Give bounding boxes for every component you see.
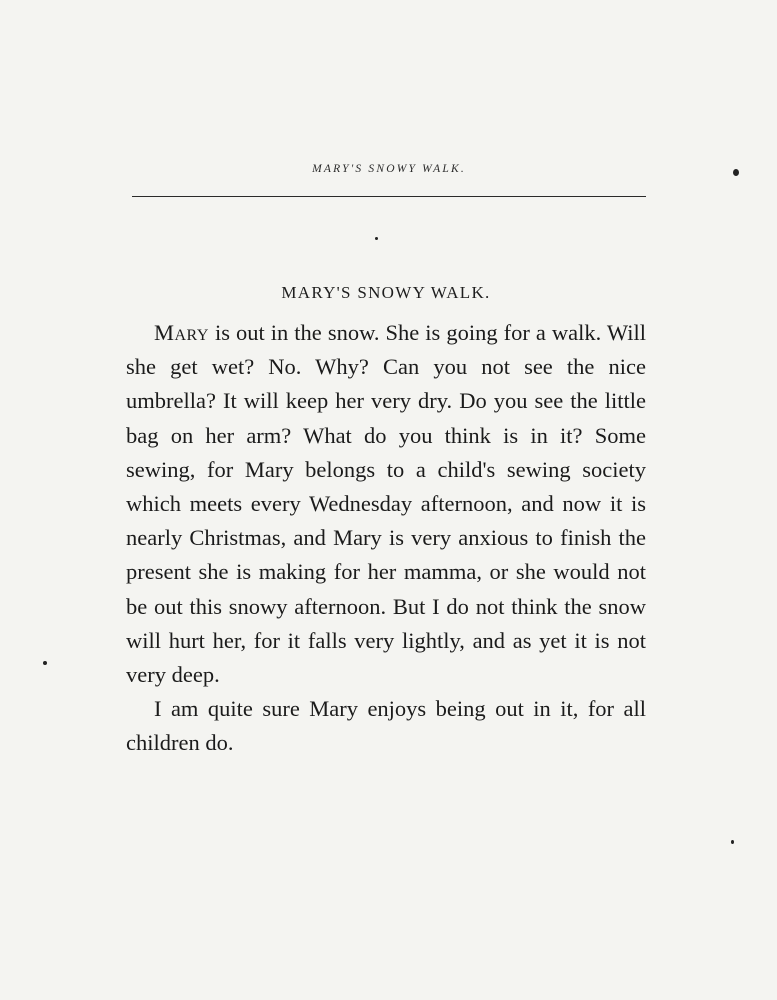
- chapter-title: MARY'S SNOWY WALK.: [281, 283, 491, 302]
- paragraph-1-text: is out in the snow. She is going for a walk. Will she get wet? No. Why? Can you not see the nice umbrella? It will keep her very dry. Do you see the little bag on her arm? What do you think is in it? Some sewing, for Mary belongs to a child's sewing society which meets every Wednesday afternoon, and now it is nearly Christmas, and Mary is very anxious to finish the present she is making for her mamma, or she would not be out this snowy afternoon. But I do not think the snow will hurt her, for it falls very lightly, and as yet it is not very deep.: [126, 320, 646, 688]
- print-speck: [733, 169, 739, 176]
- paragraph-1-first-word: Mary: [154, 320, 209, 345]
- paragraph-2: I am quite sure Mary enjoys being out in it, for all children do.: [126, 696, 646, 756]
- print-speck: [43, 661, 47, 665]
- print-speck: [731, 840, 734, 844]
- print-speck: [375, 237, 378, 240]
- running-head: MARY'S SNOWY WALK.: [312, 163, 466, 175]
- body-text: [126, 316, 646, 761]
- paragraph-1: [126, 316, 646, 692]
- header-rule: [132, 196, 646, 197]
